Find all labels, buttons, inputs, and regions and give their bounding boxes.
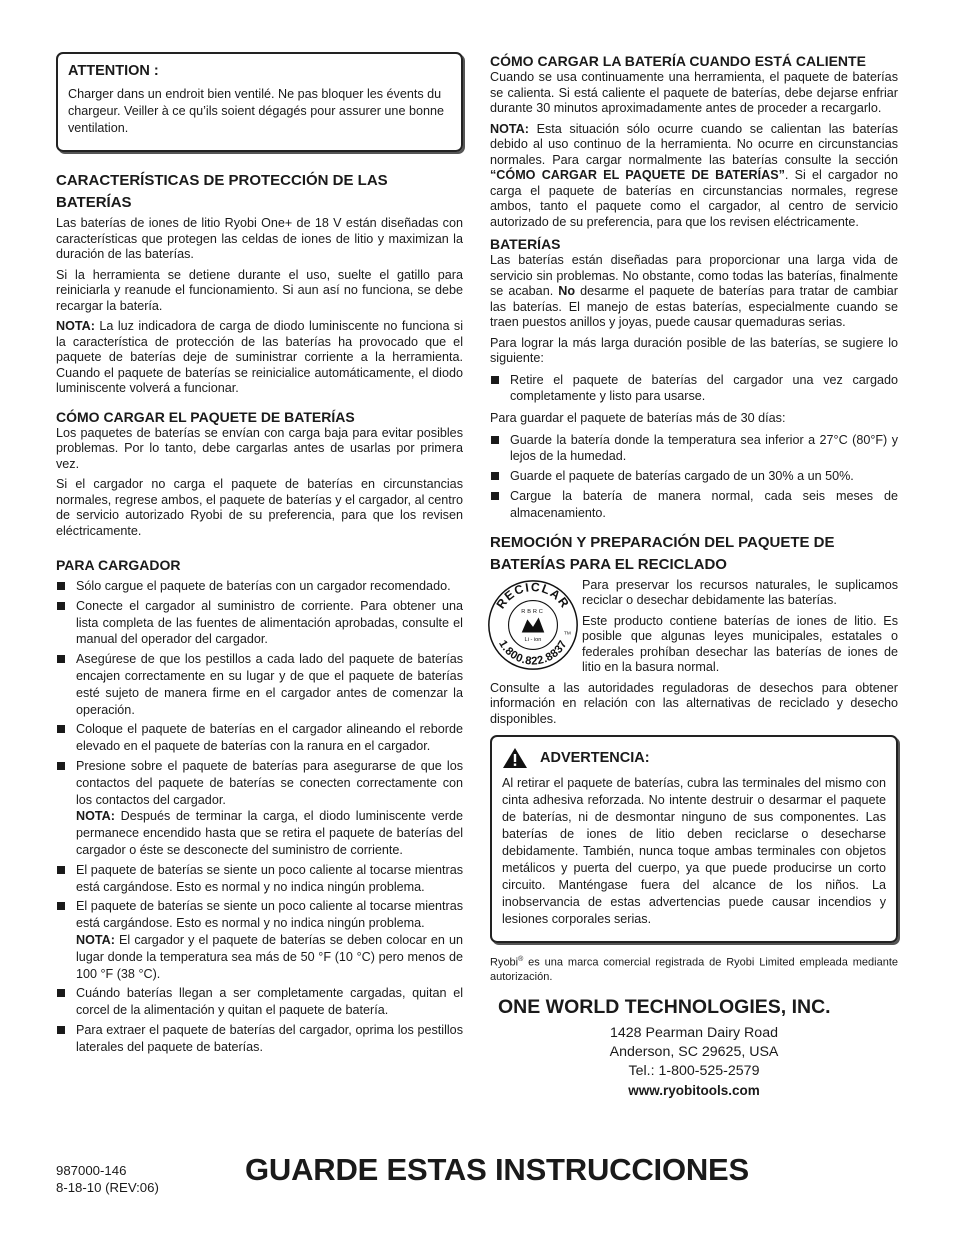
list-item [56, 758, 463, 859]
list-item: Asegúrese de que los pestillos a cada lado del paquete de baterías encajen correctamente en su lugar y de que el paquete de baterías esté sujeto de manera firme en el cargador antes de comenzar la operación. [56, 651, 463, 718]
website: www.ryobitools.com [628, 1082, 760, 1098]
baterias-heading: BATERÍAS [490, 236, 561, 252]
proteccion-note [56, 319, 463, 397]
footnote-text: es una marca comercial registrada de Ryobi Limited empleada mediante autorización. [490, 956, 898, 983]
caliente-note [490, 122, 898, 231]
list-item: Para extraer el paquete de baterías del cargador, oprima los pestillos laterales del paquete de baterías. [56, 1022, 463, 1056]
baterias-list-1 [490, 372, 898, 406]
proteccion-heading: CARACTERÍSTICAS DE PROTECCIÓN DE LAS BATERÍAS [56, 172, 388, 211]
item-text: Presione sobre el paquete de baterías para asegurarse de que los contactos del paquete de baterías se conecten correctamente con los contactos del cargador. [76, 758, 463, 807]
part-number: 987000-146 [56, 1163, 127, 1178]
note-text: La luz indicadora de carga de diodo luminiscente no funciona si la característica de protección de las baterías ha provocado que el paquete de baterías deje de suministrar corriente a la herramienta. Cuando el paquete de baterías se reinicialice automáticamente, el diodo luminiscente volverá a funcionar. [56, 319, 463, 395]
list-item: El paquete de baterías se siente un poco caliente al tocarse mientras está cargándose. Esto es normal y no indica ningún problema. [56, 862, 463, 896]
list-item: Cargue la batería de manera normal, cada seis meses de almacenamiento. [490, 488, 898, 522]
note-label: NOTA: [56, 319, 95, 333]
recycle-arrows-icon [522, 617, 545, 632]
trademark-footnote [490, 953, 898, 984]
text: Las baterías están diseñadas para proporcionar una larga vida de servicio sin problemas. No obstante, como todas las baterías, finalmente se acaban. [490, 253, 898, 298]
note-text: El cargador y el paquete de baterías se deben colocar en un lugar donde la temperatura sea más de 50 °F (10 °C) pero menos de 100 °F (38 °C). [76, 932, 463, 981]
list-item: Retire el paquete de baterías del cargador una vez cargado completamente y listo para usarse. [490, 372, 898, 406]
list-item: Coloque el paquete de baterías en el cargador alineando el reborde elevado en el paquete de baterías con la ranura en el cargador. [56, 721, 463, 755]
telephone: Tel.: 1-800-525-2579 [628, 1062, 760, 1079]
como-cargar-heading: CÓMO CARGAR EL PAQUETE DE BATERÍAS [56, 408, 355, 425]
list-item: Guarde la batería donde la temperatura sea inferior a 27°C (80°F) y lejos de la humedad. [490, 432, 898, 466]
como-cargar-p1: Los paquetes de baterías se envían con carga baja para evitar posibles problemas. Por lo tanto, debe cargarlas antes de usarlas por primera vez. [56, 425, 463, 471]
remocion-p3: Consulte a las autoridades reguladoras de desechos para obtener información en relación con las alternativas de reciclado y desecho disponibles. [490, 680, 898, 726]
caliente-heading: CÓMO CARGAR LA BATERÍA CUANDO ESTÁ CALIENTE [490, 53, 866, 69]
text: desarme el paquete de baterías para tratar de cambiar las baterías. El manejo de estas baterías, especialmente cuando se traen puestos anillos y joyas, puede causar quemaduras serias. [490, 284, 898, 329]
attention-box [56, 52, 463, 152]
item-text: El paquete de baterías se siente un poco caliente al tocarse mientras está cargándose. Esto es normal y no indica ningún problema. [76, 899, 463, 931]
left-column [56, 52, 463, 1062]
seal-rbrc-text: RBRC [521, 608, 545, 615]
footer-title: GUARDE ESTAS INSTRUCCIONES [244, 1152, 750, 1187]
para-cargador-list [56, 578, 463, 1056]
advertencia-title: ADVERTENCIA: [540, 750, 650, 767]
attention-text: Charger dans un endroit bien ventilé. Ne pas bloquer les évents du chargeur. Veiller à ce qu’ils soient dégagés pour assurer une bonne ventilation. [68, 87, 444, 135]
seal-bottom-text: 1.800.822.8837 [496, 637, 570, 668]
proteccion-p1: Las baterías de iones de litio Ryobi One+ de 18 V están diseñadas con características que protegen las celdas de iones de litio y maximizan la duración de las baterías. [56, 216, 463, 261]
como-cargar-p2: Si el cargador no carga el paquete de baterías en circunstancias normales, regrese ambos, el paquete de baterías y el cargador, al centro de servicio autorizado Ryobi de su preferencia, para que los revisen eléctricamente. [56, 477, 463, 538]
list-item: Conecte el cargador al suministro de corriente. Para obtener una lista completa de las fuentes de alimentación aprobadas, consulte el manual del operador del cargador. [56, 598, 463, 648]
advertencia-box [490, 735, 898, 943]
company-address [490, 1024, 898, 1100]
remocion-p2: Este producto contiene baterías de iones de litio. Es posible que algunas leyes municipales, estatales o federales prohíban desechar las baterías de iones de litio en la basura normal. [582, 613, 898, 675]
seal-liion-text: Li - ion [524, 636, 542, 643]
list-item: Sólo cargue el paquete de baterías con un cargador recomendado. [56, 578, 463, 595]
list-item: Guarde el paquete de baterías cargado de un 30% a un 50%. [490, 468, 898, 485]
city: Anderson, SC 29625, USA [609, 1043, 779, 1060]
svg-text:RECICLAR [494, 579, 573, 610]
brand-text: Ryobi [490, 956, 519, 969]
baterias-list-2 [490, 432, 898, 522]
remocion-heading: REMOCIÓN Y PREPARACIÓN DEL PAQUETE DE BATERÍAS PARA EL RECICLADO [490, 533, 835, 573]
seal-top-text: RECICLAR [493, 579, 573, 611]
rbrc-recycle-seal-icon [486, 578, 580, 672]
baterias-p3: Para guardar el paquete de baterías más de 30 días: [490, 411, 786, 426]
registered-mark: ® [518, 956, 524, 964]
note-label: NOTA: [490, 121, 529, 136]
note-reference: “CÓMO CARGAR EL PAQUETE DE BATERÍAS” [490, 168, 785, 182]
list-item [56, 898, 463, 982]
note-text: Esta situación sólo ocurre cuando se calientan las baterías debido al uso continuo de la herramienta. No ocurre en circunstancias normales. Para cargar normalmente las baterías consulte la sección [490, 121, 898, 167]
warning-triangle-icon [502, 747, 528, 769]
note-label: NOTA: [76, 932, 115, 947]
baterias-p2: Para lograr la más larga duración posible de las baterías, se sugiere lo siguiente: [490, 335, 898, 365]
attention-title: ATTENTION : [68, 63, 159, 79]
street: 1428 Pearman Dairy Road [610, 1024, 778, 1041]
note-label: NOTA: [76, 809, 115, 824]
company-name: ONE WORLD TECHNOLOGIES, INC. [498, 995, 831, 1018]
bold-no: No [558, 284, 576, 298]
advertencia-text: Al retirar el paquete de baterías, cubra las terminales del mismo con cinta adhesiva reforzada. No intente destruir o desarmar el paquete de baterías, ni de desmontar ninguno de sus componentes. Las baterías de iones de litio deben reciclarse o desecharse debidamente. También, nunca toque ambas terminales con objetos metálicos y puerta del cuerpo, ya que puede producirse un corto circuito. Manténgase fuera del alcance de los niños. La inobservancia de estas advertencias puede causar incendios y lesiones corporales serias. [502, 776, 886, 927]
seal-tm-text: TM [564, 629, 571, 635]
baterias-p1 [490, 253, 898, 331]
note-text: . Si el cargador no carga el paquete de baterías en circunstancias normales, regrese ambos, tanto el paquete como el cargador, al centro de servicio autorizado de su preferencia, para que los revisen eléctricamente. [490, 168, 898, 229]
footer-title-wrap [0, 1152, 954, 1188]
revision: 8-18-10 (REV:06) [56, 1180, 159, 1195]
remocion-p1: Para preservar los recursos naturales, le suplicamos reciclar o desechar debidamente las baterías. [582, 577, 898, 608]
recycle-section [490, 578, 898, 676]
list-item: Cuándo baterías llegan a ser completamente cargadas, quitan el corcel de la alimentación y quitan el paquete de batería. [56, 985, 463, 1019]
advertencia-header [502, 747, 886, 769]
para-cargador-heading: PARA CARGADOR [56, 557, 181, 573]
caliente-p1: Cuando se usa continuamente una herramienta, el paquete de baterías se calienta. Si está caliente el paquete de baterías, debe dejarse enfriar durante 30 minutos aproximadamente antes de proceder a recargarlo. [490, 70, 898, 115]
note-text: Después de terminar la carga, el diodo luminiscente verde permanece encendido hasta que se retira el paquete de baterías del cargador o éste se desconecte del suministro de corriente. [76, 809, 463, 857]
proteccion-p2: Si la herramienta se detiene durante el uso, suelte el gatillo para reiniciarla y reanude el funcionamiento. Si aun así no funciona, se debe recargar la batería. [56, 267, 463, 313]
right-column [490, 52, 898, 1100]
